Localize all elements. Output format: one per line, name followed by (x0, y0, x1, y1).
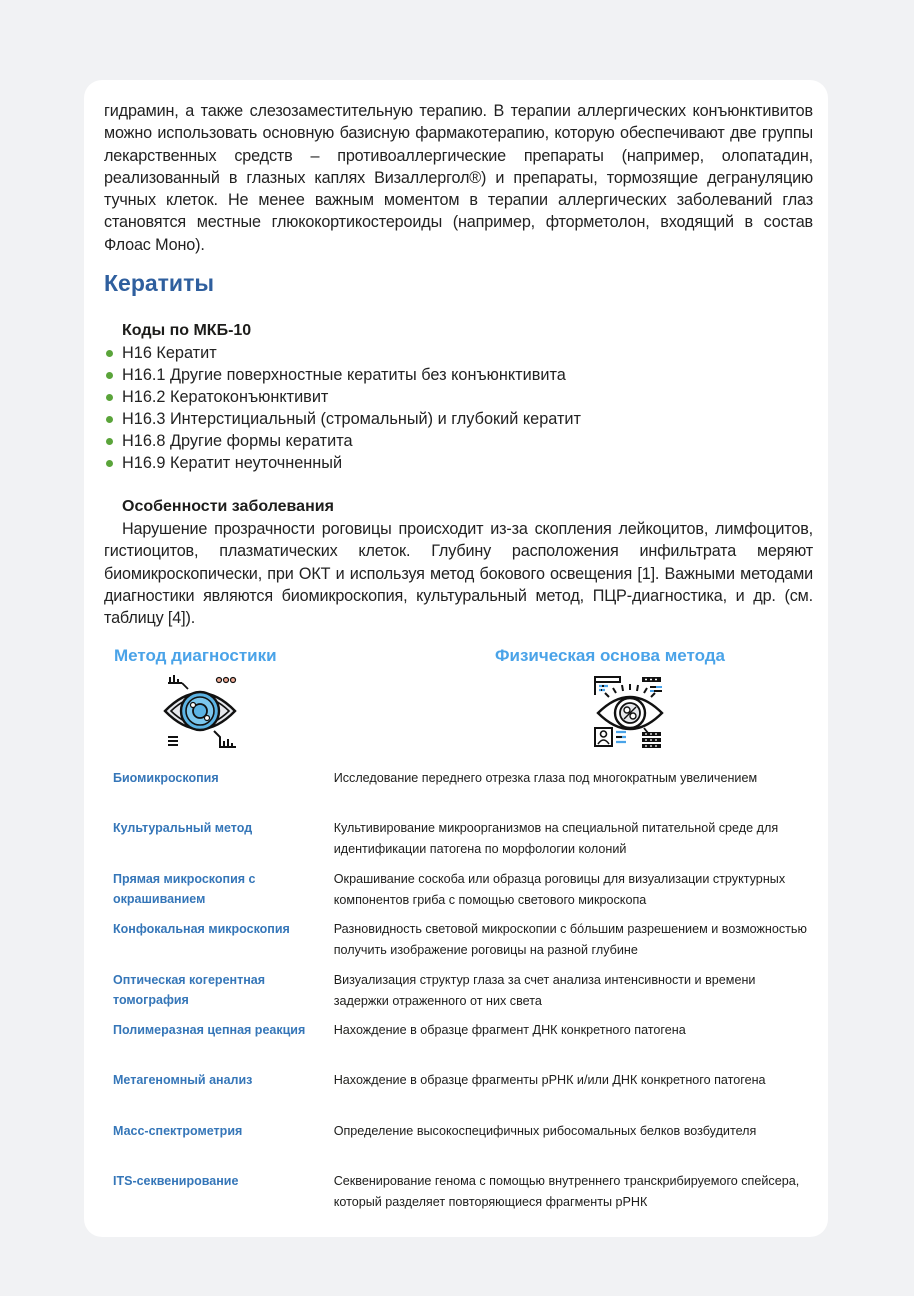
bullet-icon (106, 416, 113, 423)
table-row (113, 1121, 813, 1142)
bullet-icon (106, 438, 113, 445)
table-header-method: Метод диагностики (114, 646, 277, 665)
method-name: Культуральный метод (113, 821, 253, 835)
features-paragraph: Нарушение прозрачности роговицы происходит из-за скопления лейкоцитов, лимфоцитов, гистиоцитов, плазматических клеток. Глубину расположения инфильтрата меряют биомикроскопически, при ОКТ и используя метод бокового освещения [1]. Важными методами диагностики являются биомикроскопия, культуральный метод, ПЦР-диагностика, и др. (см. таблицу [4]). (104, 520, 813, 628)
eye-data-icon (592, 673, 668, 749)
icd-codes-heading: Коды по МКБ-10 (122, 322, 252, 339)
method-basis: Секвенирование генома с помощью внутреннего транскрибируемого спейсера, который разделяет повторяющиеся фрагменты рРНК (333, 1174, 800, 1209)
method-basis: Нахождение в образце фрагменты рРНК и/или ДНК конкретного патогена (333, 1073, 766, 1087)
method-name: Полимеразная цепная реакция (113, 1023, 306, 1037)
list-item: H16.8 Другие формы кератита (104, 431, 581, 453)
method-basis: Культивирование микроорганизмов на специальной питательной среде для идентификации патогена по морфологии колоний (333, 821, 779, 856)
bullet-icon (106, 372, 113, 379)
method-basis: Определение высокоспецифичных рибосомальных белков возбудителя (333, 1124, 757, 1138)
method-basis: Окрашивание соскоба или образца роговицы для визуализации структурных компонентов гриба с помощью светового микроскопа (333, 872, 786, 907)
table-row (113, 818, 813, 860)
table-row (113, 970, 813, 1012)
method-name: Оптическая когерентная томография (113, 973, 265, 1007)
table-header-basis: Физическая основа метода (495, 646, 726, 665)
icd-codes-list (104, 343, 581, 474)
method-name: Метагеномный анализ (113, 1073, 253, 1087)
section-title: Кератиты (104, 270, 214, 296)
method-basis: Разновидность световой микроскопии с бóльшим разрешением и возможностью получить изображение роговицы на разной глубине (333, 922, 807, 957)
method-basis: Нахождение в образце фрагмент ДНК конкретного патогена (333, 1023, 686, 1037)
bullet-icon (106, 350, 113, 357)
list-item: H16 Кератит (104, 343, 581, 365)
method-basis: Исследование переднего отрезка глаза под многократным увеличением (333, 771, 758, 785)
features-heading: Особенности заболевания (122, 498, 334, 515)
table-row (113, 1171, 813, 1213)
list-item: H16.9 Кератит неуточненный (104, 453, 581, 475)
method-name: Биомикроскопия (113, 771, 219, 785)
list-item: H16.3 Интерстициальный (стромальный) и глубокий кератит (104, 409, 581, 431)
method-name: ITS-секвенирование (113, 1174, 239, 1188)
bullet-icon (106, 460, 113, 467)
bullet-icon (106, 394, 113, 401)
method-name: Прямая микроскопия с окрашиванием (113, 872, 256, 906)
list-item: H16.2 Кератоконъюнктивит (104, 387, 581, 409)
table-row (113, 919, 813, 961)
intro-paragraph: гидрамин, а также слезозаместительную терапию. В терапии аллергических конъюнктивитов можно использовать основную базисную фармакотерапию, которую обеспечивают две группы лекарственных средств – противоаллергические препараты (например, олопатадин, реализованный в глазных каплях Визаллергол®) и препараты, тормозящие дегрануляцию тучных клеток. Не менее важным моментом в терапии аллергических заболеваний глаз становятся местные глюкокортикостероиды (например, фторметолон, входящий в состав Флоас Моно). (104, 102, 813, 254)
method-name: Масс-спектрометрия (113, 1124, 243, 1138)
table-row (113, 869, 813, 911)
table-row (113, 1070, 813, 1091)
table-row (113, 768, 813, 789)
method-basis: Визуализация структур глаза за счет анализа интенсивности и времени задержки отраженного от них света (333, 973, 756, 1008)
eye-scan-icon (162, 673, 238, 749)
table-row (113, 1020, 813, 1041)
list-item: H16.1 Другие поверхностные кератиты без конъюнктивита (104, 365, 581, 387)
method-name: Конфокальная микроскопия (113, 922, 290, 936)
